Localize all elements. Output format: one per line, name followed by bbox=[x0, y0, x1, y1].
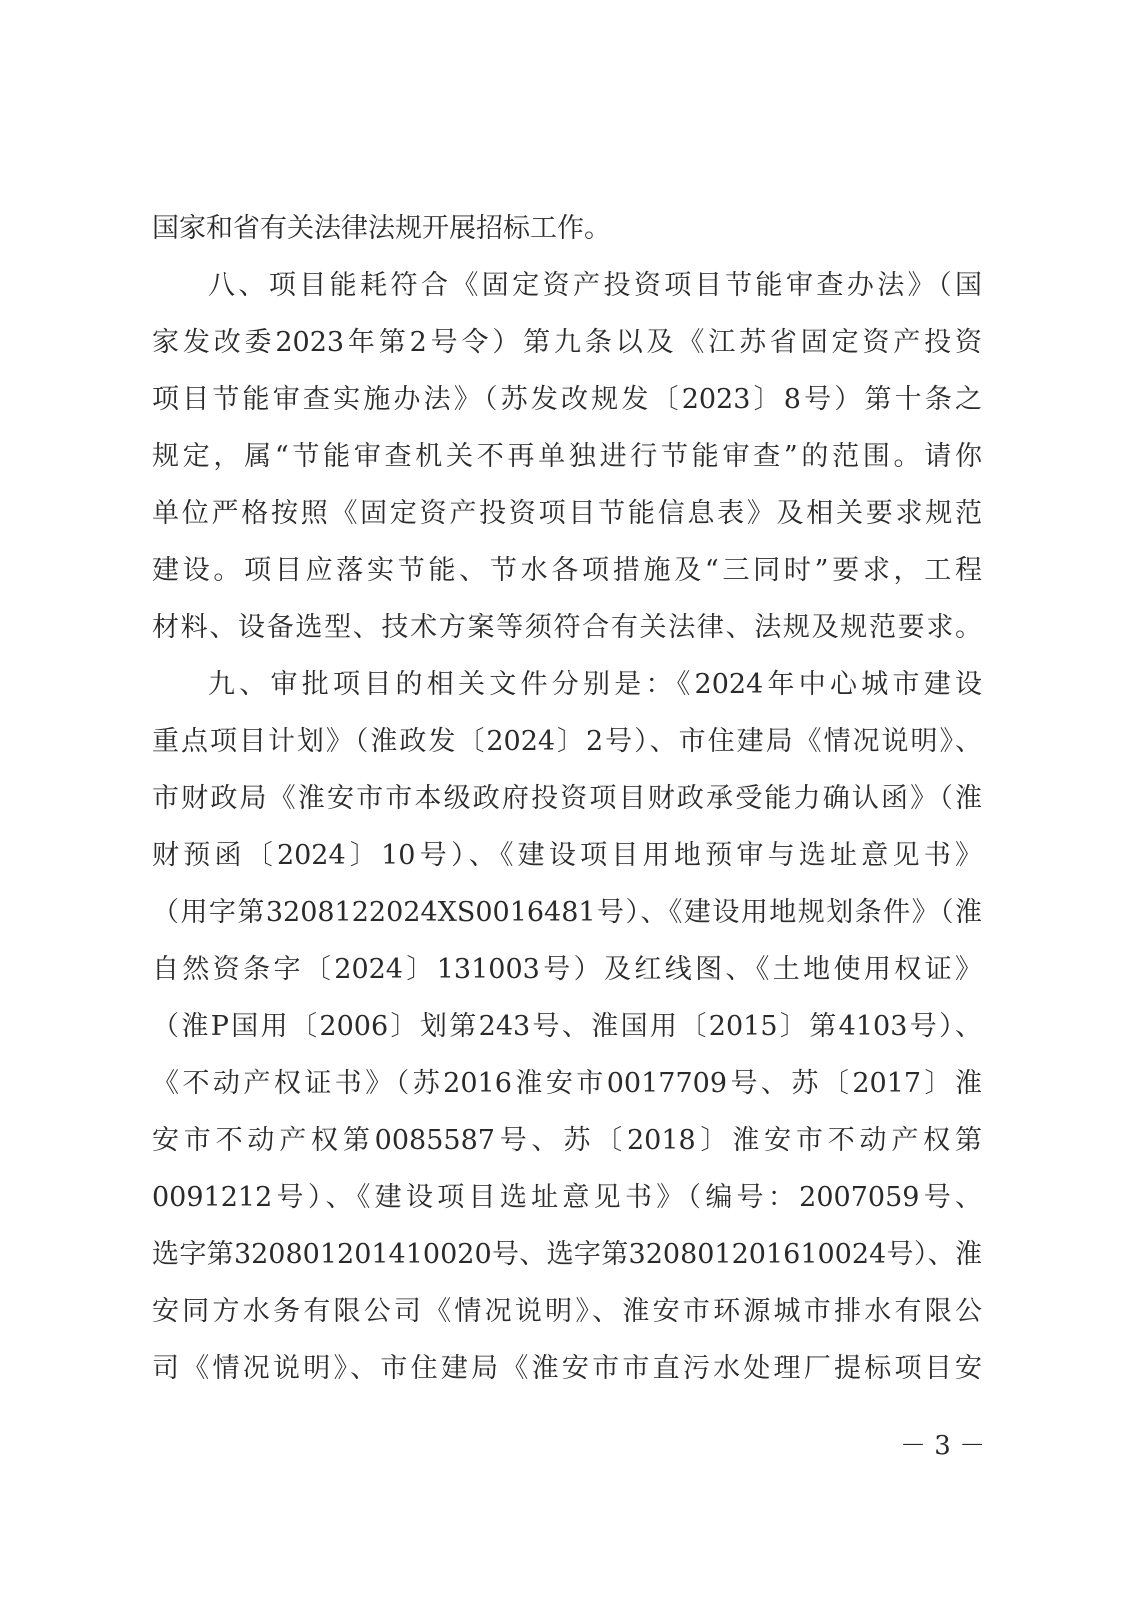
text-line-1: 国家和省有关法律法规开展招标工作。 bbox=[152, 213, 611, 244]
text-line-16: 《不动产权证书》（苏2016淮安市0017709号、苏〔2017〕淮 bbox=[152, 1068, 982, 1099]
text-line-2: 八、项目能耗符合《固定资产投资项目节能审查办法》（国 bbox=[208, 270, 982, 301]
text-line-4: 项目节能审查实施办法》（苏发改规发〔2023〕8号）第十条之 bbox=[152, 384, 982, 415]
text-line-9: 九、审批项目的相关文件分别是：《2024年中心城市建设 bbox=[208, 669, 982, 700]
page-number: － 3 － bbox=[900, 1431, 986, 1461]
text-line-13: （用字第3208122024XS0016481号）、《建设用地规划条件》（淮 bbox=[152, 897, 982, 928]
text-line-7: 建设。项目应落实节能、节水各项措施及“三同时”要求，工程 bbox=[152, 555, 982, 586]
text-line-17: 安市不动产权第0085587号、苏〔2018〕淮安市不动产权第 bbox=[152, 1125, 982, 1156]
text-line-11: 市财政局《淮安市市本级政府投资项目财政承受能力确认函》（淮 bbox=[152, 783, 982, 814]
text-line-15: （淮P国用〔2006〕划第243号、淮国用〔2015〕第4103号）、 bbox=[152, 1011, 982, 1042]
text-line-10: 重点项目计划》（淮政发〔2024〕2号）、市住建局《情况说明》、 bbox=[152, 726, 982, 757]
text-line-14: 自然资条字〔2024〕131003号）及红线图、《土地使用权证》 bbox=[152, 954, 982, 985]
text-line-3: 家发改委2023年第2号令）第九条以及《江苏省固定资产投资 bbox=[152, 327, 982, 358]
text-line-12: 财预函〔2024〕10号）、《建设项目用地预审与选址意见书》 bbox=[152, 840, 982, 871]
text-line-8: 材料、设备选型、技术方案等须符合有关法律、法规及规范要求。 bbox=[152, 612, 982, 643]
text-line-20: 安同方水务有限公司《情况说明》、淮安市环源城市排水有限公 bbox=[152, 1296, 982, 1327]
text-line-18: 0091212号）、《建设项目选址意见书》（编号：2007059号、 bbox=[152, 1182, 982, 1213]
text-line-21: 司《情况说明》、市住建局《淮安市市直污水处理厂提标项目安 bbox=[152, 1353, 982, 1384]
text-line-6: 单位严格按照《固定资产投资项目节能信息表》及相关要求规范 bbox=[152, 498, 982, 529]
text-line-19: 选字第320801201410020号、选字第320801201610024号）、淮 bbox=[152, 1239, 982, 1270]
text-line-5: 规定，属“节能审查机关不再单独进行节能审查”的范围。请你 bbox=[152, 441, 982, 472]
